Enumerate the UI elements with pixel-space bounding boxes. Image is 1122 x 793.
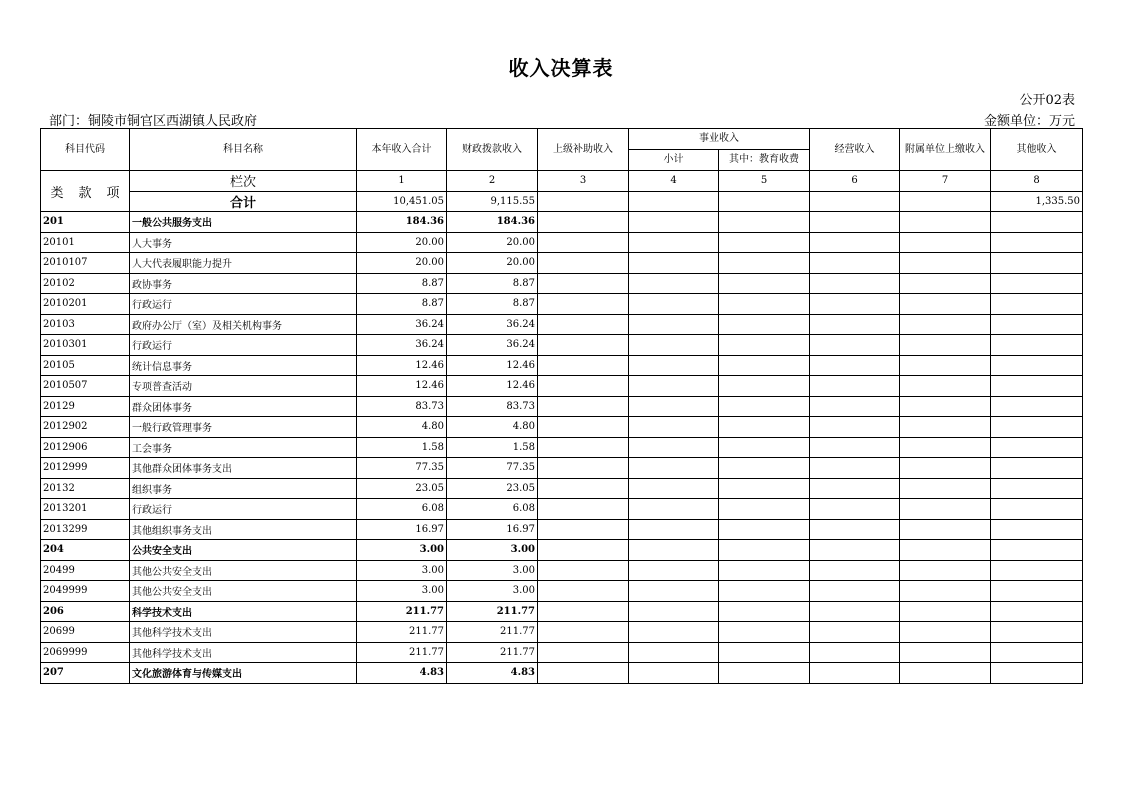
form-number: 公开02表 [1019,93,1075,108]
row-value [719,642,810,663]
row-code: 20699 [41,622,130,643]
row-name: 政府办公厅（室）及相关机构事务 [130,314,357,335]
row-value [719,396,810,417]
index-col: 2 [447,171,538,192]
row-value [991,560,1083,581]
row-value: 4.83 [447,663,538,684]
row-code: 201 [41,212,130,233]
row-value [538,396,629,417]
row-value [629,519,719,540]
row-value: 8.87 [447,294,538,315]
table-row [41,601,1083,622]
row-code: 2069999 [41,642,130,663]
row-code: 207 [41,663,130,684]
row-value [629,642,719,663]
row-value [900,396,991,417]
row-value [991,396,1083,417]
index-col: 1 [357,171,447,192]
row-value [991,540,1083,561]
row-value [900,253,991,274]
table-row [41,581,1083,602]
row-value [719,663,810,684]
row-code: 20103 [41,314,130,335]
row-code: 204 [41,540,130,561]
index-col: 7 [900,171,991,192]
index-row [41,171,1083,192]
row-value: 3.00 [447,540,538,561]
income-table [40,128,1083,684]
row-value [538,335,629,356]
row-value [991,458,1083,479]
row-code: 2012902 [41,417,130,438]
row-value: 36.24 [447,314,538,335]
row-value [900,458,991,479]
row-value [538,355,629,376]
row-value [629,540,719,561]
row-value [991,335,1083,356]
table-row [41,355,1083,376]
unit-label: 金额单位：万元 [983,114,1075,129]
row-value [629,417,719,438]
row-value [991,273,1083,294]
row-code: 2010107 [41,253,130,274]
row-value [900,212,991,233]
row-value [810,417,900,438]
row-value [900,273,991,294]
table-row [41,499,1083,520]
row-value [900,335,991,356]
table-row [41,273,1083,294]
row-name: 统计信息事务 [130,355,357,376]
row-value [900,560,991,581]
row-value [900,294,991,315]
row-name: 工会事务 [130,437,357,458]
row-value [719,273,810,294]
row-value [538,540,629,561]
row-name: 人大事务 [130,232,357,253]
table-row [41,540,1083,561]
row-value: 8.87 [357,294,447,315]
row-value [538,642,629,663]
row-value [629,663,719,684]
row-value: 3.00 [357,540,447,561]
table-row [41,478,1083,499]
row-value [719,581,810,602]
header-affiliated: 附属单位上缴收入 [900,129,991,171]
header-superior: 上级补助收入 [538,129,629,171]
row-value [538,499,629,520]
index-col: 4 [629,171,719,192]
row-value [719,458,810,479]
row-value [810,519,900,540]
row-value [900,581,991,602]
row-value [810,376,900,397]
row-name: 文化旅游体育与传媒支出 [130,663,357,684]
row-name: 其他公共安全支出 [130,581,357,602]
row-name: 行政运行 [130,294,357,315]
row-value: 211.77 [357,622,447,643]
row-value: 4.80 [357,417,447,438]
row-value: 20.00 [357,253,447,274]
row-value: 1.58 [447,437,538,458]
row-code: 2049999 [41,581,130,602]
table-row [41,232,1083,253]
row-value [991,499,1083,520]
row-value [719,253,810,274]
table-row [41,335,1083,356]
table-row [41,519,1083,540]
table-row [41,294,1083,315]
row-value [538,212,629,233]
row-value [629,376,719,397]
row-value [538,478,629,499]
index-col: 3 [538,171,629,192]
row-code: 2013201 [41,499,130,520]
row-value [991,663,1083,684]
index-label: 栏次 [130,171,357,192]
row-value [900,540,991,561]
row-value [810,273,900,294]
total-value [810,191,900,212]
kuan-label: 款 [78,185,92,201]
row-value [629,458,719,479]
table-row [41,314,1083,335]
row-value [629,560,719,581]
row-value: 12.46 [447,376,538,397]
index-col: 6 [810,171,900,192]
row-value [629,499,719,520]
row-name: 群众团体事务 [130,396,357,417]
row-value: 36.24 [357,314,447,335]
table-row [41,663,1083,684]
row-value [810,335,900,356]
header-total: 本年收入合计 [357,129,447,171]
row-value: 3.00 [447,581,538,602]
row-value [991,622,1083,643]
row-value [810,253,900,274]
total-value: 10,451.05 [357,191,447,212]
row-value [629,253,719,274]
row-value: 184.36 [447,212,538,233]
row-value: 3.00 [357,581,447,602]
row-name: 人大代表履职能力提升 [130,253,357,274]
row-value [719,499,810,520]
row-value [538,663,629,684]
row-value [810,540,900,561]
row-value [810,396,900,417]
row-code: 2010507 [41,376,130,397]
row-value: 16.97 [447,519,538,540]
row-value: 6.08 [357,499,447,520]
row-value [629,294,719,315]
row-value [810,601,900,622]
department-label: 部门：铜陵市铜官区西湖镇人民政府 [49,114,258,129]
row-value: 8.87 [447,273,538,294]
row-value [810,663,900,684]
row-code: 2010201 [41,294,130,315]
total-value [900,191,991,212]
row-value [810,294,900,315]
row-name: 其他科学技术支出 [130,622,357,643]
row-value: 8.87 [357,273,447,294]
row-value: 12.46 [357,376,447,397]
table-row [41,458,1083,479]
xiang-label: 项 [106,185,120,201]
row-value: 23.05 [357,478,447,499]
row-code: 2013299 [41,519,130,540]
lei-label: 类 [50,185,64,201]
row-value [719,540,810,561]
row-value [900,663,991,684]
row-value [538,560,629,581]
row-value: 6.08 [447,499,538,520]
row-value [719,335,810,356]
row-value [719,314,810,335]
header-business: 事业收入 [629,129,810,150]
row-value: 12.46 [357,355,447,376]
table-row [41,560,1083,581]
row-value: 4.80 [447,417,538,438]
row-value [538,253,629,274]
table-row [41,212,1083,233]
page-title: 收入决算表 [508,56,614,80]
row-value [719,560,810,581]
row-value [629,581,719,602]
row-value: 211.77 [447,642,538,663]
row-value: 36.24 [357,335,447,356]
row-value [719,519,810,540]
row-value [538,601,629,622]
row-code: 20105 [41,355,130,376]
row-value [991,294,1083,315]
row-value [538,437,629,458]
row-code: 2010301 [41,335,130,356]
index-col: 5 [719,171,810,192]
row-value [538,314,629,335]
table-row [41,396,1083,417]
row-value [810,314,900,335]
row-value: 83.73 [447,396,538,417]
row-name: 其他组织事务支出 [130,519,357,540]
row-value [900,314,991,335]
row-value [810,437,900,458]
row-value [900,642,991,663]
row-value [991,437,1083,458]
lei-kuan-xiang-cell [41,171,130,212]
row-value [719,437,810,458]
row-value [629,396,719,417]
row-code: 20499 [41,560,130,581]
row-value [538,294,629,315]
row-value [991,314,1083,335]
table-body [41,171,1083,684]
row-value [538,273,629,294]
total-value [538,191,629,212]
row-value: 83.73 [357,396,447,417]
row-value [538,376,629,397]
header-business-subtotal: 小计 [629,150,719,171]
row-value [810,622,900,643]
row-value [810,212,900,233]
row-value [538,232,629,253]
total-label: 合计 [130,191,357,212]
row-value [719,417,810,438]
row-value: 4.83 [357,663,447,684]
row-name: 组织事务 [130,478,357,499]
table-row [41,376,1083,397]
row-value [810,499,900,520]
row-value [629,601,719,622]
table-row [41,437,1083,458]
total-value: 1,335.50 [991,191,1083,212]
row-value: 3.00 [357,560,447,581]
row-code: 20132 [41,478,130,499]
total-row [41,191,1083,212]
row-value [719,601,810,622]
row-name: 行政运行 [130,499,357,520]
row-value [810,581,900,602]
total-value: 9,115.55 [447,191,538,212]
row-value [538,519,629,540]
row-value: 3.00 [447,560,538,581]
row-value: 77.35 [357,458,447,479]
row-value [900,601,991,622]
row-value [900,417,991,438]
row-value [810,560,900,581]
row-value [629,355,719,376]
row-code: 20101 [41,232,130,253]
row-value [991,376,1083,397]
row-code: 2012906 [41,437,130,458]
row-value [991,642,1083,663]
row-value [991,601,1083,622]
table-row [41,622,1083,643]
row-code: 206 [41,601,130,622]
index-col: 8 [991,171,1083,192]
row-value [991,253,1083,274]
total-value [629,191,719,212]
row-name: 政协事务 [130,273,357,294]
row-value [719,355,810,376]
row-value [991,355,1083,376]
row-value: 184.36 [357,212,447,233]
row-value [810,232,900,253]
row-value [900,519,991,540]
row-value [810,478,900,499]
total-value [719,191,810,212]
row-value: 20.00 [447,232,538,253]
header-operating: 经营收入 [810,129,900,171]
row-code: 20102 [41,273,130,294]
row-value: 12.46 [447,355,538,376]
row-value [991,581,1083,602]
row-name: 公共安全支出 [130,540,357,561]
row-value [991,212,1083,233]
header-code: 科目代码 [41,129,130,171]
row-value: 20.00 [447,253,538,274]
row-value [900,355,991,376]
row-value [900,437,991,458]
row-name: 一般公共服务支出 [130,212,357,233]
row-value [629,437,719,458]
row-value [538,417,629,438]
row-value [629,335,719,356]
row-value [629,314,719,335]
row-value: 16.97 [357,519,447,540]
header-fiscal: 财政拨款收入 [447,129,538,171]
row-value [719,478,810,499]
row-value: 211.77 [447,601,538,622]
row-name: 其他公共安全支出 [130,560,357,581]
row-value: 211.77 [447,622,538,643]
row-value [538,581,629,602]
row-name: 行政运行 [130,335,357,356]
row-value [991,478,1083,499]
header-business-edu: 其中：教育收费 [719,150,810,171]
row-value [900,622,991,643]
row-value [719,294,810,315]
row-value [629,478,719,499]
row-value [629,622,719,643]
row-value [900,232,991,253]
row-value [629,232,719,253]
row-value: 211.77 [357,601,447,622]
row-value [991,417,1083,438]
row-value [719,232,810,253]
row-value: 211.77 [357,642,447,663]
row-value [900,478,991,499]
row-value [719,212,810,233]
row-name: 其他科学技术支出 [130,642,357,663]
row-value: 36.24 [447,335,538,356]
row-name: 其他群众团体事务支出 [130,458,357,479]
table-row [41,253,1083,274]
row-value [719,622,810,643]
table-row [41,642,1083,663]
row-value [629,273,719,294]
row-value [538,622,629,643]
row-value [810,355,900,376]
row-value [991,519,1083,540]
row-value [538,458,629,479]
row-value: 1.58 [357,437,447,458]
row-value [629,212,719,233]
row-code: 2012999 [41,458,130,479]
header-other: 其他收入 [991,129,1083,171]
row-name: 一般行政管理事务 [130,417,357,438]
row-value [900,376,991,397]
row-value [810,642,900,663]
row-name: 科学技术支出 [130,601,357,622]
row-name: 专项普查活动 [130,376,357,397]
row-value [991,232,1083,253]
row-value: 20.00 [357,232,447,253]
row-value [810,458,900,479]
row-code: 20129 [41,396,130,417]
row-value [719,376,810,397]
row-value: 23.05 [447,478,538,499]
row-value [900,499,991,520]
row-value: 77.35 [447,458,538,479]
header-name: 科目名称 [130,129,357,171]
table-row [41,417,1083,438]
